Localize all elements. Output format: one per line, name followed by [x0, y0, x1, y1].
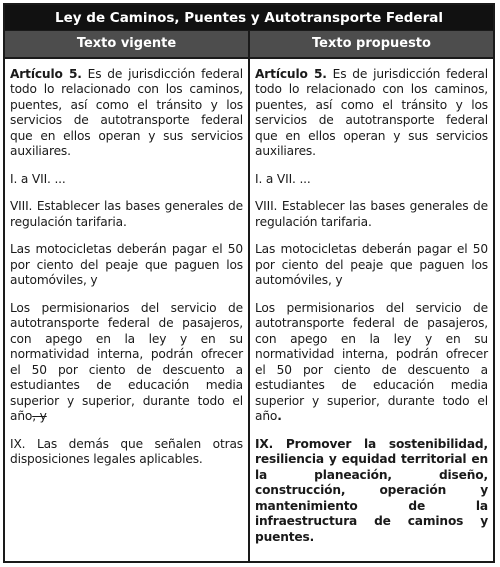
motorcycle-paragraph: Las motocicletas deberán pagar el 50 por ciento del peaje que paguen los automóviles, y — [255, 242, 488, 287]
fraction-viii-paragraph: VIII. Establecer las bases generales de regulación tarifaria. — [255, 199, 488, 229]
header-texto-vigente: Texto vigente — [76, 36, 177, 52]
article-label: Artículo 5. — [10, 66, 82, 81]
students-paragraph — [10, 301, 243, 425]
students-paragraph — [255, 301, 488, 425]
struck-text: , y — [32, 409, 47, 423]
fraction-viii-paragraph: VIII. Establecer las bases generales de regulación tarifaria. — [10, 199, 243, 229]
fractions-paragraph: I. a VII. ... — [255, 171, 311, 186]
comparison-table — [3, 3, 495, 563]
header-row — [5, 31, 493, 58]
article-paragraph — [10, 67, 243, 160]
column-texto-propuesto — [248, 59, 493, 562]
fraction-ix-proposed-paragraph: IX. Promover la sostenibilidad, resiliencia y equidad territorial en la planeación, diseño, construcción, operación y mantenimiento de la infraestructura de caminos y puentes. — [255, 436, 488, 544]
content-row — [5, 59, 493, 562]
column-texto-vigente — [5, 59, 248, 562]
article-paragraph — [255, 67, 488, 160]
table-title: Ley de Caminos, Puentes y Autotransporte Federal — [5, 5, 493, 31]
header-texto-propuesto: Texto propuesto — [248, 31, 493, 56]
fraction-ix-paragraph: IX. Las demás que señalen otras disposiciones legales aplicables. — [10, 436, 243, 466]
students-text: Los permisionarios del servicio de autotransporte federal de pasajeros, con apego en la ley y en su normatividad interna, podrán ofrecer el 50 por ciento de descuento a estudiantes de educación media superior y superior, durante todo el año — [255, 300, 488, 423]
fractions-paragraph: I. a VII. ... — [10, 171, 66, 186]
article-text: Es de jurisdicción federal todo lo relacionado con los caminos, puentes, así como el tránsito y los servicios de autotransporte federal que en ellos operan y sus servicios auxiliares. — [10, 66, 243, 158]
article-text: Es de jurisdicción federal todo lo relacionado con los caminos, puentes, así como el tránsito y los servicios de autotransporte federal que en ellos operan y sus servicios auxiliares. — [255, 66, 488, 158]
article-label: Artículo 5. — [255, 66, 327, 81]
motorcycle-paragraph: Las motocicletas deberán pagar el 50 por ciento del peaje que paguen los automóviles, y — [10, 242, 243, 287]
added-period: . — [277, 409, 282, 423]
students-text: Los permisionarios del servicio de autotransporte federal de pasajeros, con apego en la ley y en su normatividad interna, podrán ofrecer el 50 por ciento de descuento a estudiantes de educación media superior y superior, durante todo el año — [10, 300, 243, 423]
